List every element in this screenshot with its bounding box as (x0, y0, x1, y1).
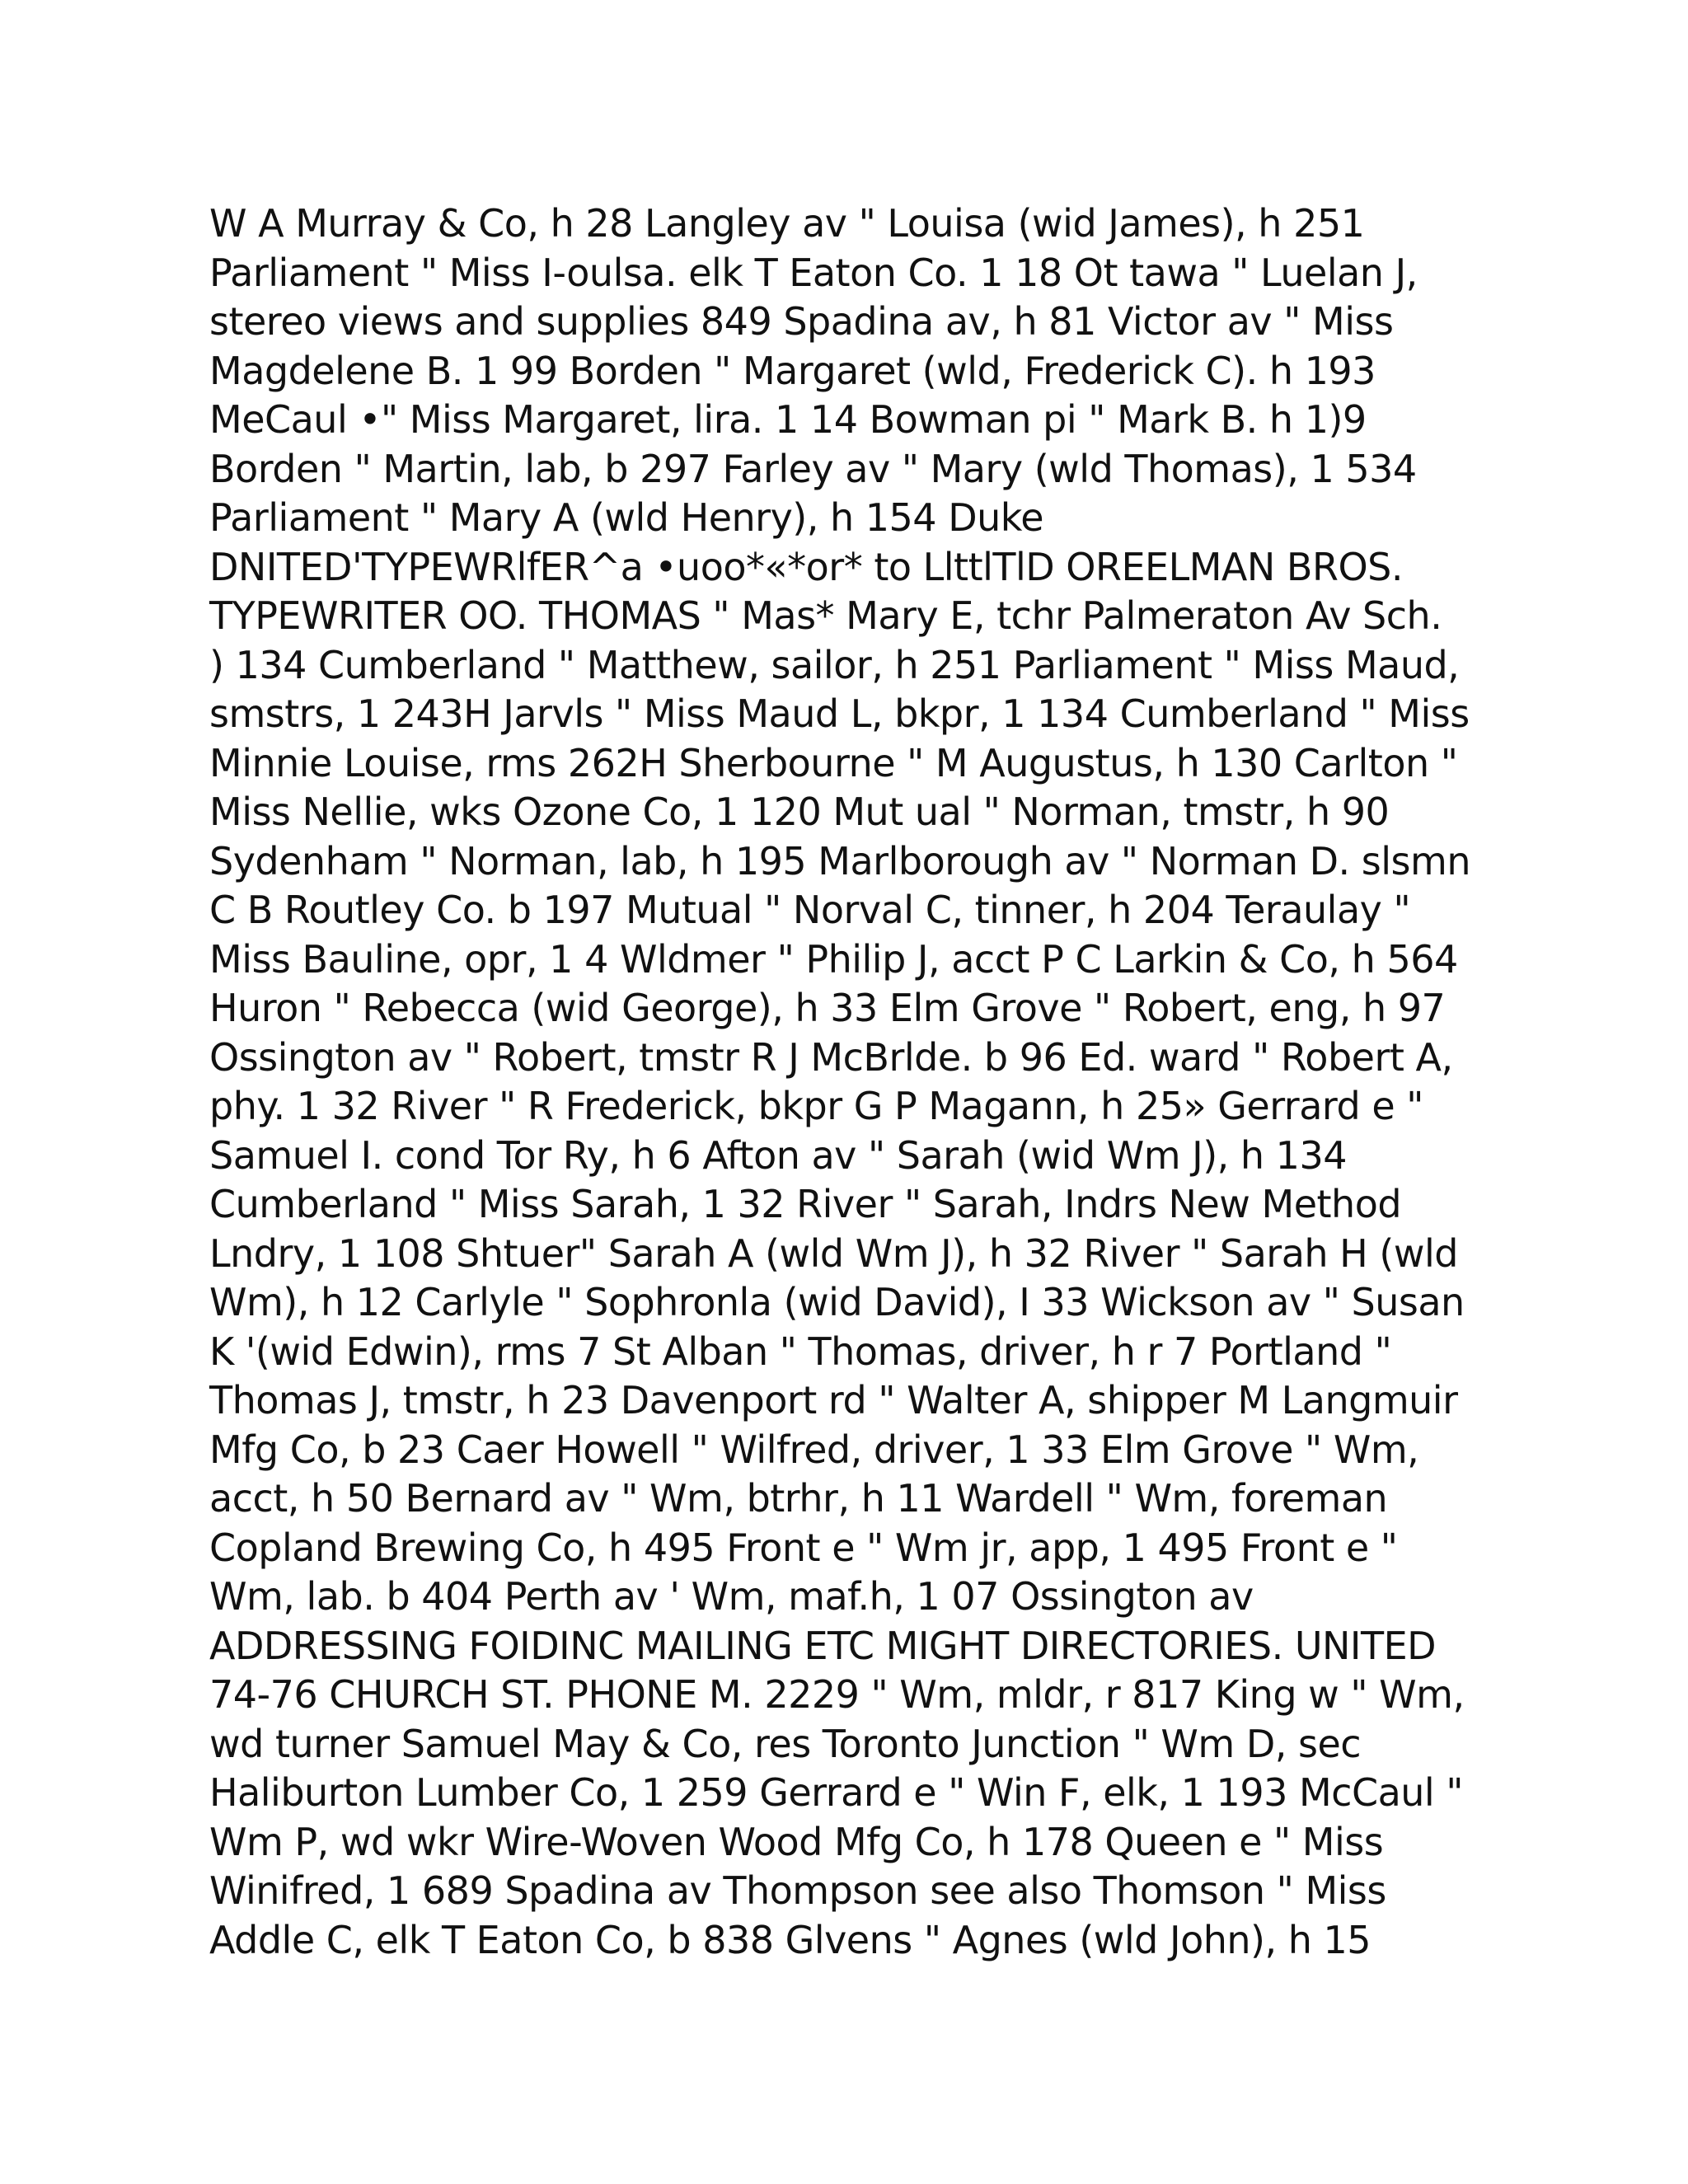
text-line: phy. 1 32 River " R Frederick, bkpr G P Magann, h 25» Gerrard e " (209, 1084, 1423, 1128)
text-line: Parliament " Mary A (wld Henry), h 154 Duke (209, 495, 1044, 540)
text-line: 74-76 CHURCH ST. PHONE M. 2229 " Wm, mldr, r 817 King w " Wm, (209, 1672, 1465, 1717)
text-line: DNITED'TYPEWRlfER^a •uoo*«*or* to LlttlTlD OREELMAN BROS. (209, 544, 1403, 589)
text-line: Haliburton Lumber Co, 1 259 Gerrard e " Win F, elk, 1 193 McCaul " (209, 1770, 1463, 1815)
text-line: Copland Brewing Co, h 495 Front e " Wm jr, app, 1 495 Front e " (209, 1525, 1398, 1570)
text-line: Wm P, wd wkr Wire-Woven Wood Mfg Co, h 178 Queen e " Miss (209, 1819, 1384, 1864)
text-line: Miss Nellie, wks Ozone Co, 1 120 Mut ual " Norman, tmstr, h 90 (209, 790, 1390, 834)
text-line: Borden " Martin, lab, b 297 Farley av " Mary (wld Thomas), 1 534 (209, 446, 1417, 491)
text-line: Mfg Co, b 23 Caer Howell " Wilfred, driver, 1 33 Elm Grove " Wm, (209, 1427, 1419, 1472)
text-line: Thomas J, tmstr, h 23 Davenport rd " Walter A, shipper M Langmuir (209, 1378, 1458, 1422)
text-line: acct, h 50 Bernard av " Wm, btrhr, h 11 Wardell " Wm, foreman (209, 1476, 1388, 1521)
text-line: smstrs, 1 243H Jarvls " Miss Maud L, bkpr, 1 134 Cumberland " Miss (209, 691, 1470, 736)
text-line: Samuel I. cond Tor Ry, h 6 Afton av " Sarah (wid Wm J), h 134 (209, 1132, 1347, 1178)
text-line: W A Murray & Co, h 28 Langley av " Louisa (wid James), h 251 (209, 201, 1365, 246)
text-line: wd turner Samuel May & Co, res Toronto Junction " Wm D, sec (209, 1721, 1362, 1766)
text-line: Miss Bauline, opr, 1 4 Wldmer " Philip J, acct P C Larkin & Co, h 564 (209, 936, 1458, 982)
text-line: MeCaul •" Miss Margaret, lira. 1 14 Bowman pi " Mark B. h 1)9 (209, 397, 1367, 442)
text-line: Parliament " Miss I-oulsa. elk T Eaton Co. 1 18 Ot tawa " Luelan J, (209, 250, 1418, 295)
text-line: Winifred, 1 689 Spadina av Thompson see also Thomson " Miss (209, 1868, 1386, 1913)
text-line: stereo views and supplies 849 Spadina av, h 81 Victor av " Miss (209, 299, 1394, 344)
text-line: Sydenham " Norman, lab, h 195 Marlborough av " Norman D. slsmn (209, 838, 1470, 883)
directory-text-block (209, 199, 1528, 1965)
text-line: Minnie Louise, rms 262H Sherbourne " M Augustus, h 130 Carlton " (209, 740, 1458, 785)
text-line: TYPEWRITER OO. THOMAS " Mas* Mary E, tchr Palmeraton Av Sch. (209, 593, 1442, 638)
text-line: Wm), h 12 Carlyle " Sophronla (wid David), I 33 Wickson av " Susan (209, 1280, 1465, 1324)
text-line: Huron " Rebecca (wid George), h 33 Elm Grove " Robert, eng, h 97 (209, 986, 1446, 1030)
text-line: Lndry, 1 108 Shtuer" Sarah A (wld Wm J), h 32 River " Sarah H (wld (209, 1230, 1458, 1276)
text-line: K '(wid Edwin), rms 7 St Alban " Thomas, driver, h r 7 Portland " (209, 1329, 1392, 1374)
text-line: Ossington av " Robert, tmstr R J McBrlde. b 96 Ed. ward " Robert A, (209, 1034, 1453, 1080)
text-line: Magdelene B. 1 99 Borden " Margaret (wld, Frederick C). h 193 (209, 348, 1376, 393)
text-line: Cumberland " Miss Sarah, 1 32 River " Sarah, Indrs New Method (209, 1182, 1402, 1226)
text-line: ADDRESSING FOIDINC MAILING ETC MIGHT DIRECTORIES. UNITED (209, 1623, 1437, 1668)
text-line: Addle C, elk T Eaton Co, b 838 Glvens " Agnes (wld John), h 15 (209, 1917, 1372, 1962)
text-line: Wm, lab. b 404 Perth av ' Wm, maf.h, 1 07 Ossington av (209, 1574, 1254, 1619)
text-line: ) 134 Cumberland " Matthew, sailor, h 251 Parliament " Miss Maud, (209, 642, 1460, 687)
text-line: C B Routley Co. b 197 Mutual " Norval C, tinner, h 204 Teraulay " (209, 888, 1411, 932)
